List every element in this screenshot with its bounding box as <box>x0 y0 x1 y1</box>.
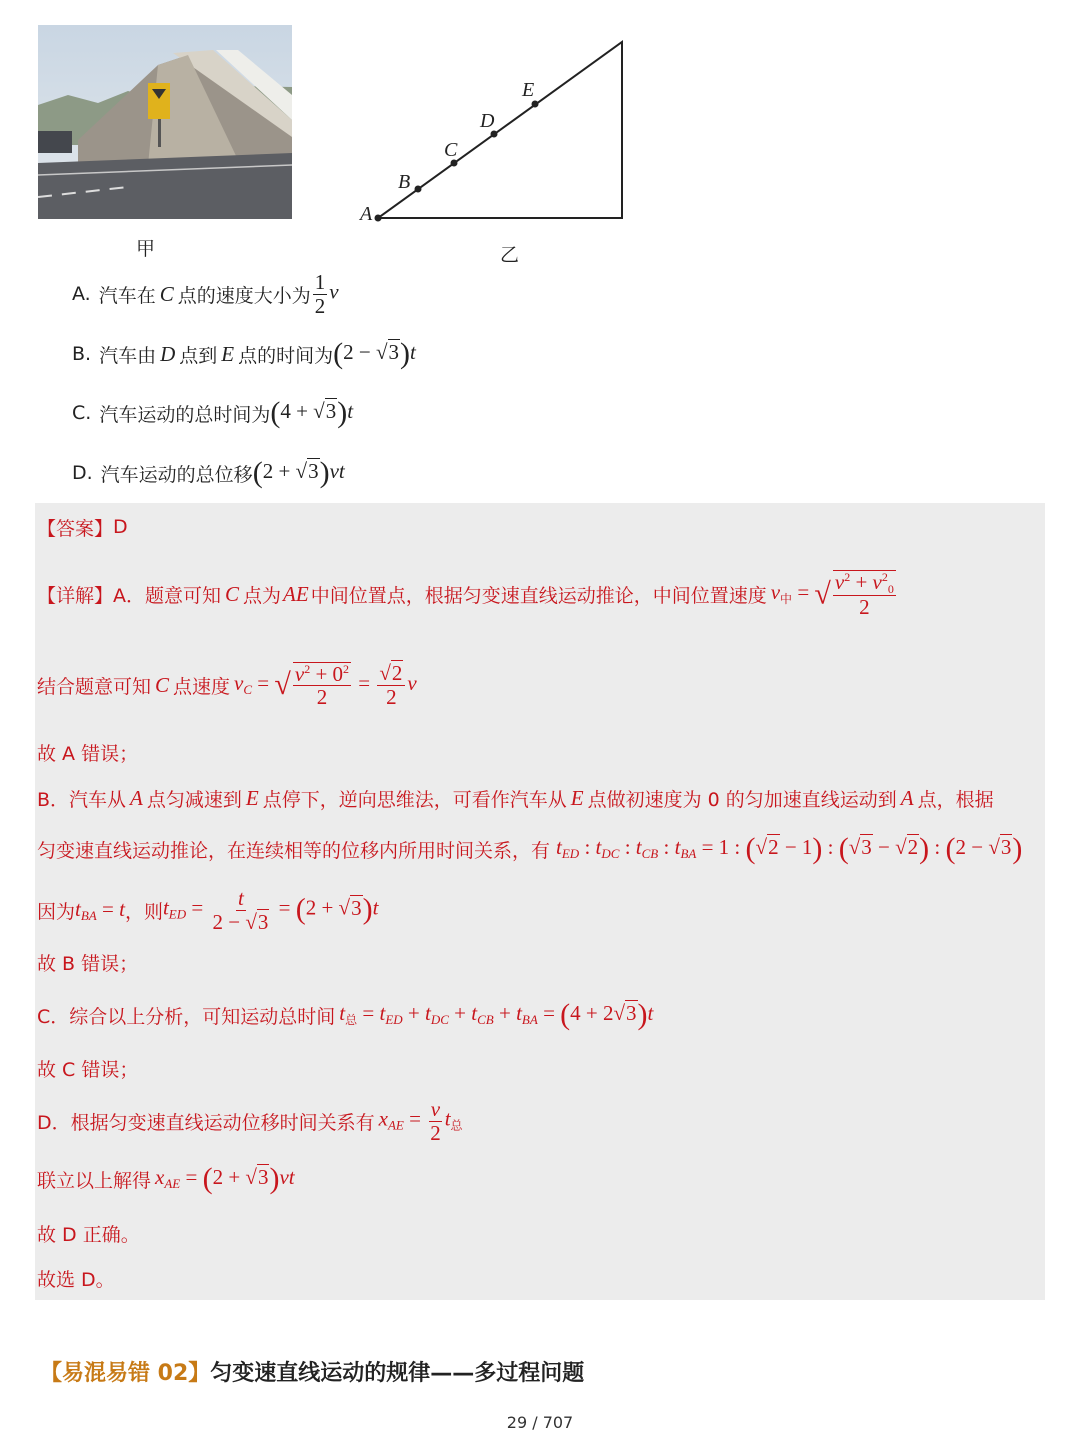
detail-c-line: C．综合以上分析，可知运动总时间 t总 = $t_{ED} + t_{DC} + t_{CB} + t_{BA} = (4 + 2√3)t$ <box>37 998 654 1031</box>
option-c-formula: (4 + √3)t <box>270 396 354 429</box>
option-d[interactable]: D. 汽车运动的总位移 (2 + √3)vt <box>72 456 345 489</box>
option-b-formula: (2 − √3)t <box>333 337 416 370</box>
detail-a-line: 【详解】 A．题意可知 C 点为 AE 中间位置点，根据匀变速直线运动推论，中间位置速度 v中 = √ $\frac{v^2 + v^20}{2}$ <box>37 566 898 622</box>
option-b[interactable]: B. 汽车由 D 点到 E 点的时间为 (2 − √3)t <box>72 337 416 370</box>
highway-ramp-photo <box>38 25 292 219</box>
detail-d-line: D．根据匀变速直线运动位移时间关系有 $x_{AE}$ = $\frac{v}{2}$ t总 <box>37 1097 463 1145</box>
page-indicator: 29 / 707 <box>506 1413 574 1432</box>
mid-velocity-formula: v中 = √ $\frac{v^2 + v^20}{2}$ <box>770 569 894 620</box>
total-time-formula: t总 = $t_{ED} + t_{DC} + t_{CB} + t_{BA} = (4 + 2√3)t$ <box>339 998 654 1031</box>
point-e <box>532 101 539 108</box>
point-a <box>375 215 382 222</box>
label-c: C <box>444 139 458 161</box>
detail-b-line1: B．汽车从 A 点匀减速到 E 点停下，逆向思维法，可看作汽车从 E 点做初速度为 0 的匀加速直线运动到 A 点，根据 <box>37 785 994 811</box>
wrong-c: 故 C 错误； <box>37 1058 139 1081</box>
incline-diagram <box>352 30 642 240</box>
section-heading <box>40 1356 584 1387</box>
displacement-formula: $x_{AE}$ = $\frac{v}{2}$ t总 <box>378 1097 463 1145</box>
vc-formula: $v_C$ = √ $\frac{v^2 + 0^2}{2}$ = $\frac{√2}{2}$ v <box>234 661 417 709</box>
label-e: E <box>522 79 535 101</box>
because-line: 因为 $t_{BA} = t$ ，则 $t_{ED}$ = $\frac{t}{2 - √3}$ = (2 + √3)t <box>37 886 379 934</box>
combine-line: 结合题意可知 C 点速度 $v_C$ = √ $\frac{v^2 + 0^2}{2}$ = $\frac{√2}{2}$ v <box>37 661 417 709</box>
result-formula: $x_{AE} = (2 + √3)vt$ <box>155 1162 295 1195</box>
label-d: D <box>480 110 495 132</box>
wrong-a: 故 A 错误； <box>37 742 139 765</box>
label-a: A <box>360 203 373 225</box>
wrong-b: 故 B 错误； <box>37 952 139 975</box>
detail-b-line2: 匀变速直线运动推论，在连续相等的位移内所用时间关系，有 $t_{ED}$ : $t_{DC}$ : $t_{CB}$ : $t_{BA} = 1$ : (√2 − 1) : (√3 − √2) : (2 − √3) <box>37 832 1023 865</box>
right-d: 故 D 正确。 <box>37 1223 140 1246</box>
solve-line: 联立以上解得 $x_{AE} = (2 + √3)vt$ <box>37 1162 295 1195</box>
label-b: B <box>398 171 411 193</box>
option-c[interactable]: C. 汽车运动的总时间为 (4 + √3)t <box>72 396 354 429</box>
section-tag: 【易混易错 02】 <box>40 1361 211 1386</box>
option-a[interactable]: A. 汽车在 C 点的速度大小为 $\frac{1}{2}$ v <box>72 270 339 318</box>
answer-line: 【答案】 D <box>37 516 128 540</box>
time-ratio-formula: $t_{ED}$ : $t_{DC}$ : $t_{CB}$ : $t_{BA} = 1$ : (√2 − 1) : (√3 − √2) : (2 − √3) <box>556 832 1023 865</box>
point-b <box>415 186 422 193</box>
option-d-formula: (2 + √3)vt <box>252 456 345 489</box>
choose-line: 故选 D。 <box>37 1268 115 1291</box>
section-title: 匀变速直线运动的规律——多过程问题 <box>210 1361 585 1386</box>
ted-formula: $t_{ED}$ = $\frac{t}{2 - √3}$ = (2 + √3)t <box>162 886 379 934</box>
option-a-formula: $\frac{1}{2}$ v <box>314 270 339 318</box>
figure-caption-left: 甲 <box>136 238 156 260</box>
figure-caption-right: 乙 <box>500 244 520 266</box>
